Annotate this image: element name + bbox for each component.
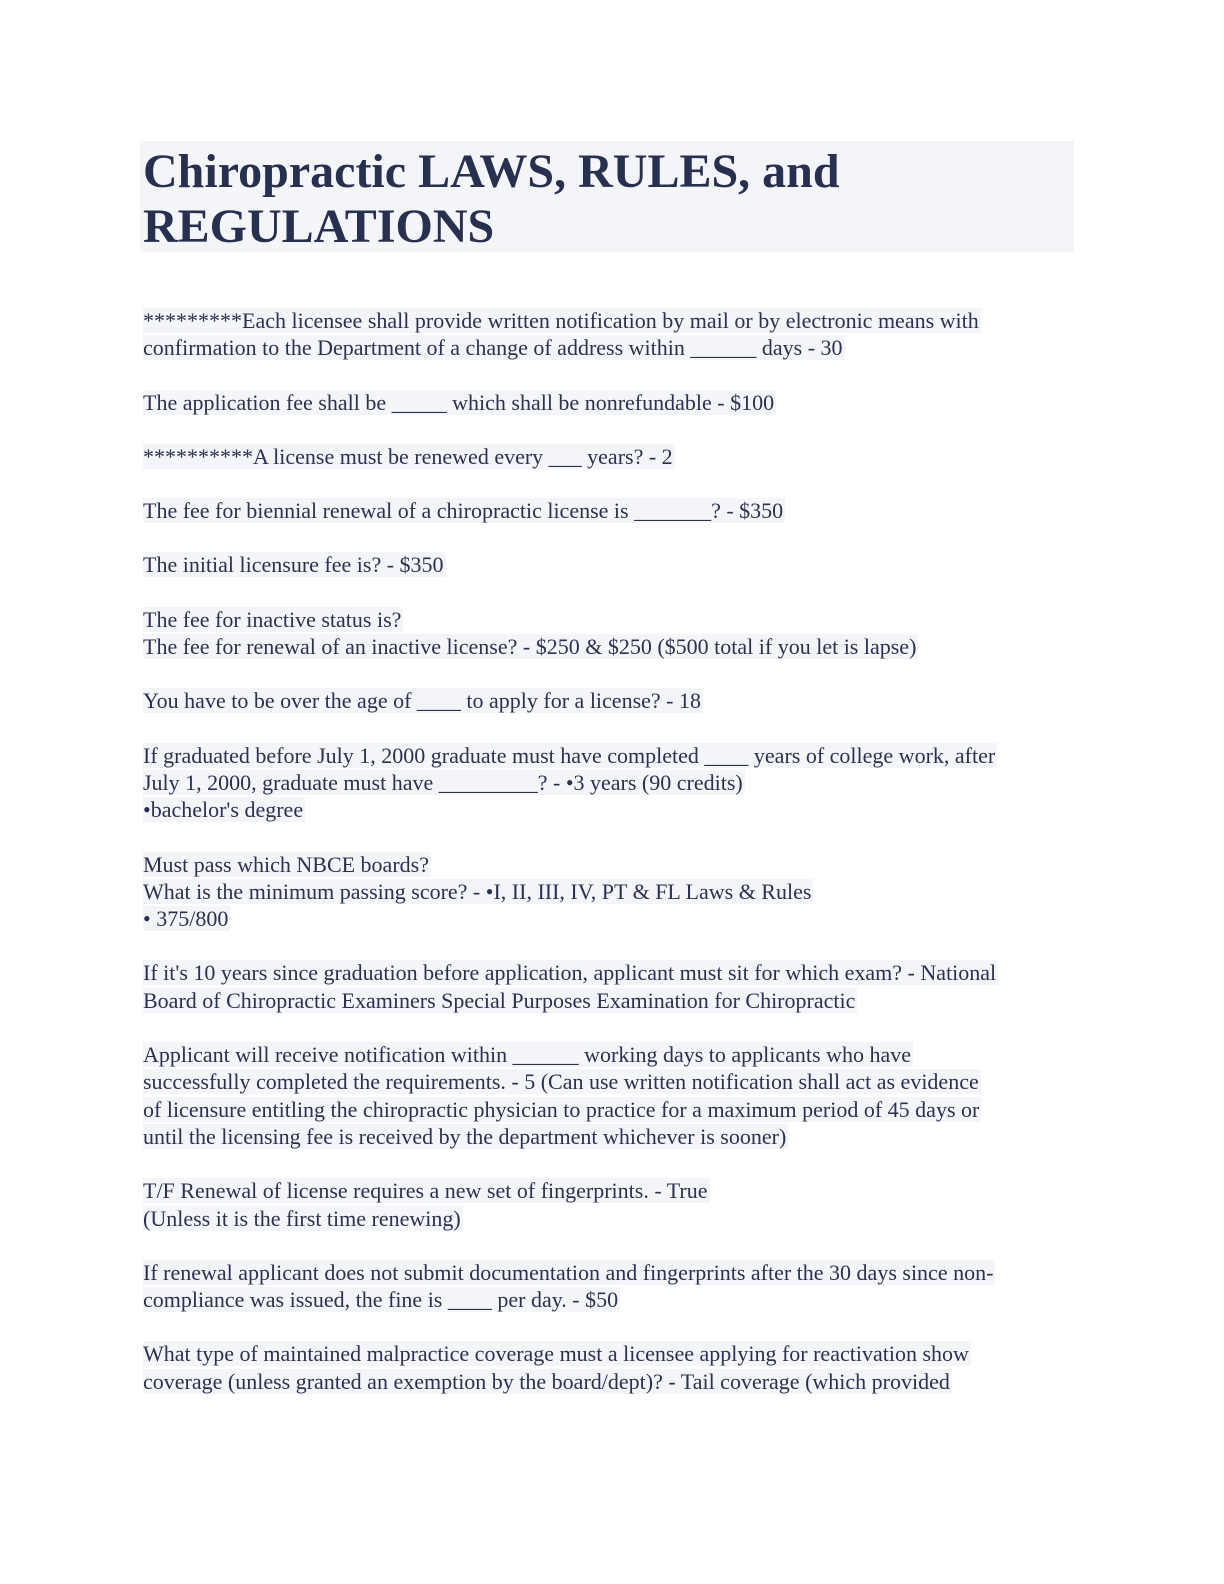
qa-line-text: If it's 10 years since graduation before application, applicant must sit for which exam? - National [143, 960, 997, 986]
qa-line [143, 742, 1083, 769]
qa-line-text: •bachelor's degree [143, 797, 304, 823]
qa-line-text: If renewal applicant does not submit documentation and fingerprints after the 30 days since non- [143, 1259, 994, 1285]
qa-line-text: The fee for inactive status is? [143, 606, 402, 632]
qa-line-text: (Unless it is the first time renewing) [143, 1205, 461, 1231]
qa-line [143, 987, 1083, 1014]
qa-line-text: • 375/800 [143, 906, 229, 932]
qa-line-text: coverage (unless granted an exemption by the board/dept)? - Tail coverage (which provided [143, 1368, 950, 1394]
qa-line-text: *********Each licensee shall provide written notification by mail or by electronic means with [143, 308, 979, 333]
document-title: Chiropractic LAWS, RULES, and REGULATIONS [143, 145, 840, 253]
qa-line-text: The application fee shall be _____ which shall be nonrefundable - $100 [143, 389, 775, 415]
qa-item [143, 606, 1083, 661]
qa-line-text: Must pass which NBCE boards? [143, 851, 429, 877]
qa-line-text: of licensure entitling the chiropractic physician to practice for a maximum period of 45 days or [143, 1096, 980, 1122]
qa-line [143, 878, 1083, 905]
qa-line [143, 796, 1083, 823]
qa-line [143, 1096, 1083, 1123]
qa-line [143, 1259, 1083, 1286]
qa-line [143, 1340, 1083, 1367]
qa-item [143, 389, 1083, 416]
qa-line [143, 307, 1083, 334]
qa-line [143, 633, 1083, 660]
qa-line [143, 1286, 1083, 1313]
qa-list [143, 307, 1083, 1422]
qa-line [143, 443, 1083, 470]
qa-item [143, 497, 1083, 524]
qa-item [143, 1340, 1083, 1395]
qa-line [143, 1368, 1083, 1395]
qa-item [143, 1259, 1083, 1314]
qa-item [143, 851, 1083, 933]
qa-line [143, 606, 1083, 633]
qa-item [143, 1041, 1083, 1150]
qa-item [143, 959, 1083, 1014]
qa-item [143, 742, 1083, 824]
qa-line [143, 1123, 1083, 1150]
qa-line-text: You have to be over the age of ____ to apply for a license? - 18 [143, 688, 701, 714]
qa-line-text: compliance was issued, the fine is ____ per day. - $50 [143, 1287, 619, 1313]
qa-line-text: If graduated before July 1, 2000 graduate must have completed ____ years of college work, after [143, 742, 996, 768]
qa-line [143, 551, 1083, 578]
qa-line [143, 769, 1083, 796]
qa-line-text: What is the minimum passing score? - •I, II, III, IV, PT & FL Laws & Rules [143, 878, 812, 904]
qa-line-text: The fee for biennial renewal of a chiropractic license is _______? - $350 [143, 498, 784, 524]
qa-line-text: Applicant will receive notification within ______ working days to applicants who have [143, 1042, 911, 1068]
qa-line-text: T/F Renewal of license requires a new set of fingerprints. - True [143, 1178, 708, 1204]
qa-line [143, 497, 1083, 524]
qa-item [143, 443, 1083, 470]
qa-item [143, 551, 1083, 578]
qa-line-text: **********A license must be renewed every ___ years? - 2 [143, 443, 673, 469]
qa-line [143, 1205, 1083, 1232]
qa-line-text: Board of Chiropractic Examiners Special Purposes Examination for Chiropractic [143, 987, 856, 1013]
qa-line-text: The fee for renewal of an inactive license? - $250 & $250 ($500 total if you let is lapse) [143, 634, 917, 660]
qa-line [143, 959, 1083, 986]
qa-item [143, 1177, 1083, 1232]
qa-line [143, 687, 1083, 714]
qa-line-text: What type of maintained malpractice coverage must a licensee applying for reactivation show [143, 1341, 969, 1367]
qa-line-text: The initial licensure fee is? - $350 [143, 552, 444, 578]
qa-line-text: successfully completed the requirements. - 5 (Can use written notification shall act as evidence [143, 1069, 979, 1095]
qa-line [143, 851, 1083, 878]
qa-line [143, 1177, 1083, 1204]
qa-line-text: July 1, 2000, graduate must have _________? - •3 years (90 credits) [143, 769, 743, 795]
qa-item [143, 307, 1083, 362]
qa-item [143, 687, 1083, 714]
qa-line [143, 1068, 1083, 1095]
qa-line-text: confirmation to the Department of a change of address within ______ days - 30 [143, 335, 843, 361]
qa-line [143, 389, 1083, 416]
qa-line [143, 905, 1083, 932]
qa-line-text: until the licensing fee is received by the department whichever is sooner) [143, 1123, 787, 1149]
qa-line [143, 334, 1083, 361]
qa-line [143, 1041, 1083, 1068]
